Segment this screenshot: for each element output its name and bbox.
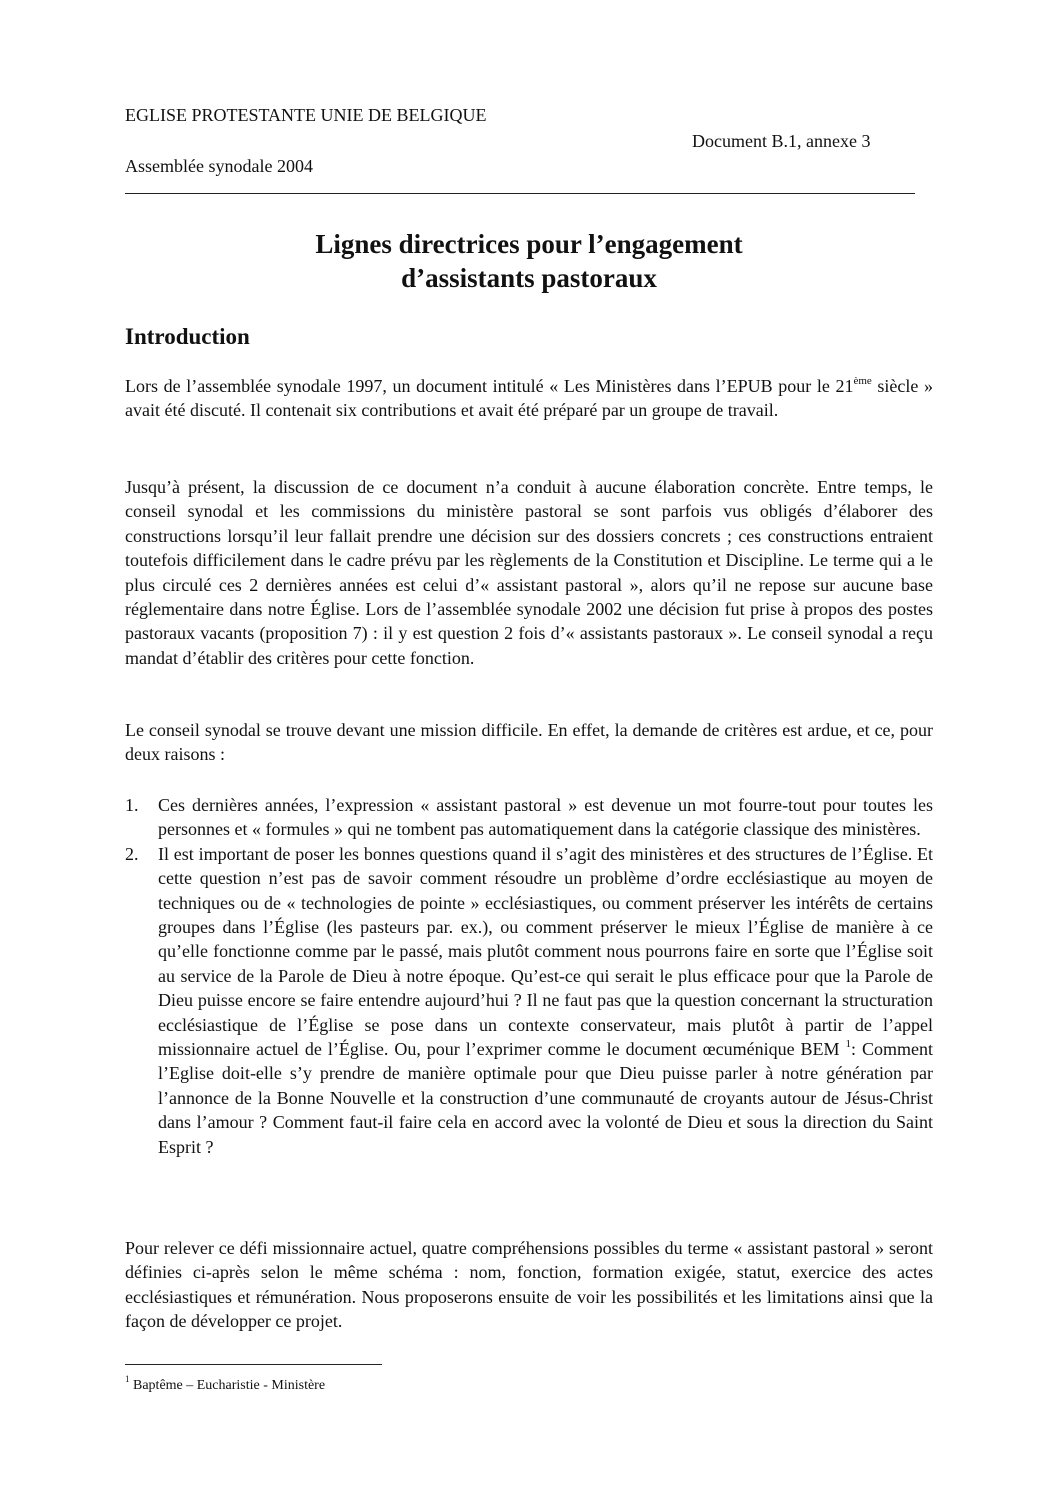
footnote-reference[interactable]: 1 [845, 1038, 852, 1051]
reasons-list [125, 793, 933, 1159]
paragraph-2: Jusqu’à présent, la discussion de ce document n’a conduit à aucune élaboration concrète. Entre temps, le conseil synodal et les commissions du ministère pastoral se sont parfois vus obligés d’élaborer des constructions lorsqu’il leur fallait prendre une décision sur des dossiers concrets ; ces constructions entraient toutefois difficilement dans le cadre prévu par les règlements de la Constitution et Discipline. Le terme qui a le plus circulé ces 2 dernières années est celui d’« assistant pastoral », alors qu’il ne repose sur aucune base réglementaire dans notre Église. Lors de l’assemblée synodale 2002 une décision fut prise à propos des postes pastoraux vacants (proposition 7) : il y est question 2 fois d’« assistants pastoraux ». Le conseil synodal a reçu mandat d’établir des critères pour cette fonction. [125, 477, 933, 668]
paragraph-3: Le conseil synodal se trouve devant une mission difficile. En effet, la demande de critères est ardue, et ce, pour deux raisons : [125, 720, 933, 765]
section-heading-introduction: Introduction [125, 324, 250, 349]
header-divider [125, 193, 915, 194]
list-item [125, 793, 933, 842]
list-item-number: 2. [125, 843, 139, 864]
footnote-text: Baptême – Eucharistie - Ministère [129, 1378, 326, 1393]
paragraph-1 [125, 374, 933, 423]
paragraph-1-text-a: Lors de l’assemblée synodale 1997, un document intitulé « Les Ministères dans l’EPUB pour le 21 [125, 376, 854, 396]
footnote-marker: 1 [125, 1374, 130, 1385]
paragraph-1-text-b: siècle » avait été discuté. Il contenait six contributions et avait été préparé par un groupe de travail. [125, 376, 934, 421]
paragraph-4: Pour relever ce défi missionnaire actuel, quatre compréhensions possibles du terme « assistant pastoral » seront définies ci-après selon le même schéma : nom, fonction, formation exigée, statut, exercice des actes ecclésiastiques et rémunération. Nous proposerons ensuite de voir les possibilités et les limitations ainsi que la façon de développer ce projet. [125, 1238, 933, 1332]
list-item-number: 1. [125, 795, 139, 815]
superscript-eme: ème [853, 375, 872, 387]
document-title [125, 227, 933, 295]
footnote [125, 1374, 326, 1395]
list-item-text-a: Il est important de poser les bonnes questions quand il s’agit des ministères et des structures de l’Église. Et cette question n’est pas de savoir comment résoudre un problème d’ordre ecclésiastique au moyen de techniques ou de « technologies de pointe » ecclésiastiques, ou comment préserver les intérêts de certains groupes dans l’Église (les pasteurs par. ex.), ou comment préserver le mieux l’Église de manière à ce qu’elle fonctionne comme par le passé, mais plutôt comment nous pourrons faire en sorte que l’Église soit au service de la Parole de Dieu à notre époque. Qu’est-ce qui serait le plus efficace pour que la Parole de Dieu puisse encore se faire entendre aujourd’hui ? Il ne faut pas que la question concernant la structuration ecclésiastique de l’Église se pose dans un contexte conservateur, mais plutôt à partir de l’appel missionnaire actuel de l’Église. Ou, pour l’exprimer comme le document œcuménique BEM [158, 843, 933, 1060]
footnote-divider [125, 1364, 382, 1365]
document-reference: Document B.1, annexe 3 [692, 131, 871, 151]
title-line-1: Lignes directrices pour l’engagement [315, 229, 743, 259]
list-item [125, 842, 933, 1159]
assembly-label: Assemblée synodale 2004 [125, 156, 313, 176]
list-item-text: Ces dernières années, l’expression « assistant pastoral » est devenue un mot fourre-tout pour toutes les personnes et « formules » qui ne tombent pas automatiquement dans la catégorie classique des ministères. [158, 795, 933, 840]
organization-name: EGLISE PROTESTANTE UNIE DE BELGIQUE [125, 105, 487, 125]
title-line-2: d’assistants pastoraux [401, 263, 657, 293]
list-item-text-b: : Comment l’Eglise doit-elle s’y prendre de manière optimale pour que Dieu puisse parler à notre génération par l’annonce de la Bonne Nouvelle et la construction d’une communauté de croyants autour de Jésus-Christ dans l’amour ? Comment faut-il faire cela en accord avec la volonté de Dieu et sous la direction du Saint Esprit ? [158, 1039, 933, 1157]
